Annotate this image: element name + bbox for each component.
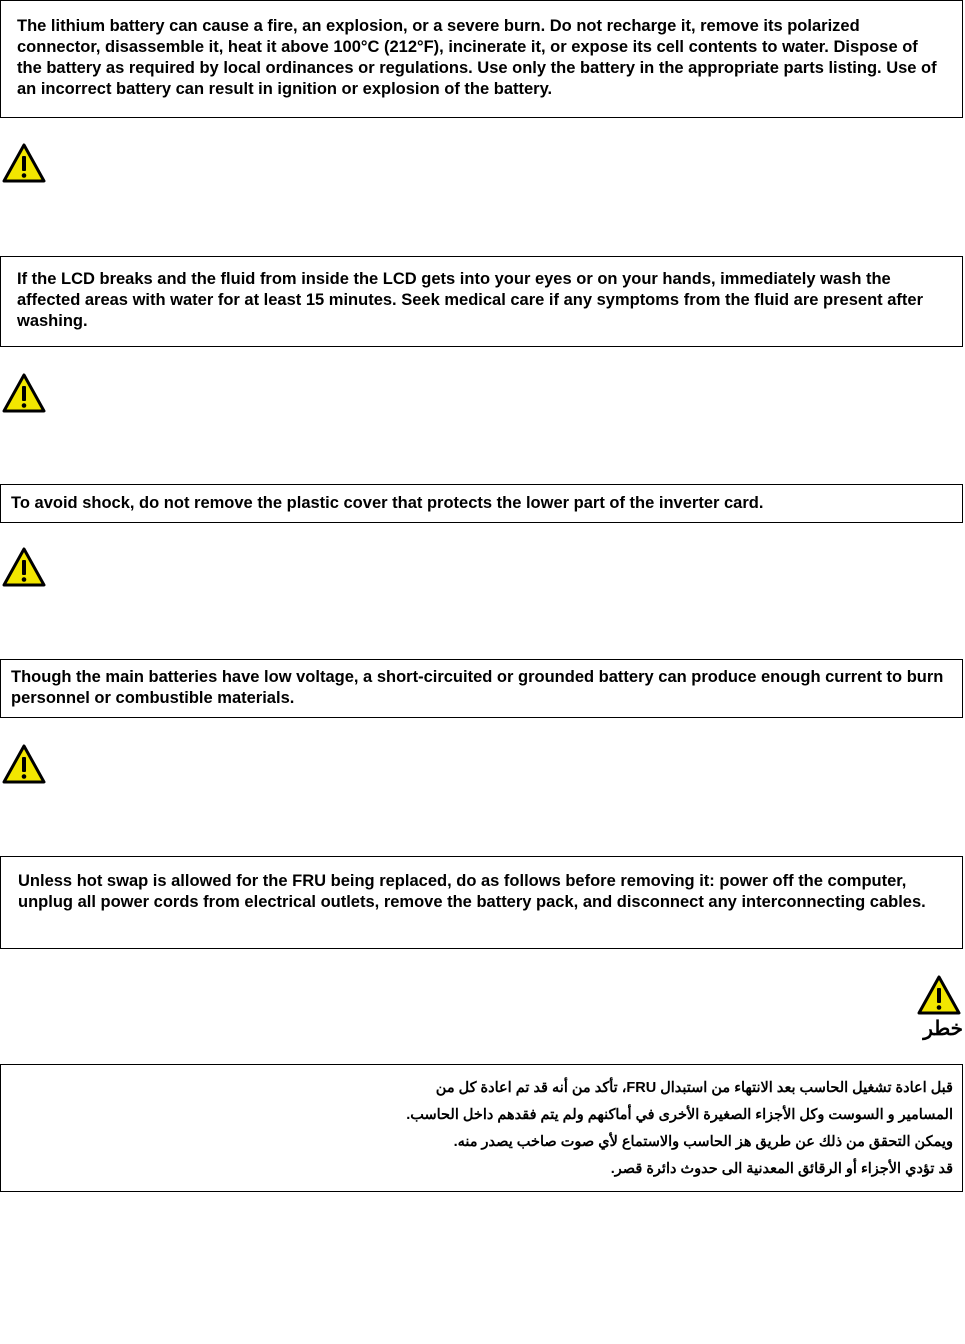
notice-box-hot-swap (0, 856, 963, 949)
notice-text-inverter-cover: To avoid shock, do not remove the plastic cover that protects the lower part of the inverter card. (11, 494, 764, 512)
arabic-line: قد تؤدي الأجزاء أو الرقائق المعدنية الى حدوث دائرة قصر. (610, 1161, 953, 1177)
arabic-line: قبل اعادة تشغيل الحاسب بعد الانتهاء من استبدال FRU، تأكد من أنه قد تم اعادة كل من (435, 1080, 953, 1096)
notice-text-main-batteries: Though the main batteries have low voltage, a short-circuited or grounded battery can produce enough current to burn personnel or combustible materials. (11, 668, 944, 707)
notice-box-inverter-cover (0, 484, 963, 523)
warning-triangle-icon (916, 974, 962, 1016)
arabic-line: ويمكن التحقق من ذلك عن طريق هز الحاسب والاستماع لأي صوت صاخب يصدر منه. (453, 1134, 953, 1150)
notice-text-lithium-battery: The lithium battery can cause a fire, an explosion, or a severe burn. Do not recharge it, remove its polarized connector, disassemble it, heat it above 100°C (212°F), incinerate it, or expose its cell contents to water. Dispose of the battery as required by local ordinances or regulations. Use only the battery in the appropriate parts listing. Use of an incorrect battery can result in ignition or explosion of the battery. (17, 17, 937, 98)
notice-box-lcd-fluid (0, 256, 963, 347)
notice-box-main-batteries (0, 659, 963, 718)
warning-triangle-icon (1, 743, 47, 785)
warning-triangle-icon (1, 546, 47, 588)
danger-label-arabic: خطر (923, 1018, 963, 1040)
notice-box-lithium-battery (0, 0, 963, 118)
notice-text-lcd-fluid: If the LCD breaks and the fluid from inside the LCD gets into your eyes or on your hands, immediately wash the affected areas with water for at least 15 minutes. Seek medical care if any symptoms from the fluid are present after washing. (17, 270, 923, 330)
notice-text-hot-swap: Unless hot swap is allowed for the FRU being replaced, do as follows before removing it: power off the computer, unplug all power cords from electrical outlets, remove the battery pack, and disconnect any interconnecting cables. (18, 872, 926, 911)
warning-triangle-icon (1, 142, 47, 184)
notice-box-arabic (0, 1064, 963, 1192)
arabic-line: المسامير و السوست وكل الأجزاء الصغيرة الأخرى في أماكنهم ولم يتم فقدهم داخل الحاسب. (406, 1107, 953, 1123)
warning-triangle-icon (1, 372, 47, 414)
